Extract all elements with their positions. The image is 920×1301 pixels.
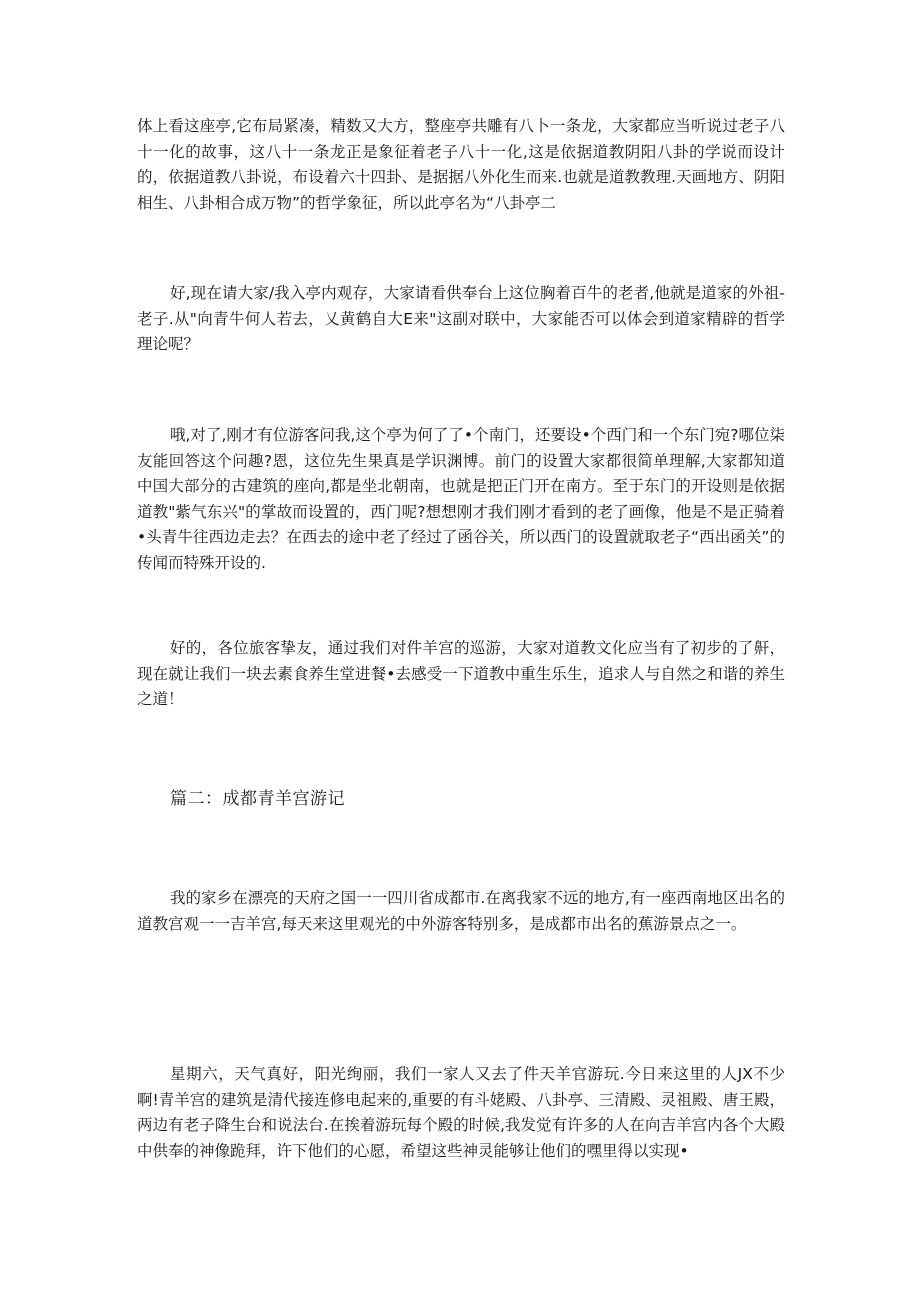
paragraph-bagua-pavilion: 体上看这座亭,它布局紧凑，精数又大方，整座亭共雕有八卜一条龙，大家都应当听说过老子八十一化的故事，这八十一条龙正是象征着老子八十一化,这是依据道教阴阳八卦的学说而设计的，依据道教八卦说，布设着六十四卦、是据据八外化生而来.也就是道教教理.天画地方、阴阳相生、八卦相合成万物”的哲学象征，所以此亭名为“八卦亭二 — [137, 117, 785, 212]
paragraph-hometown: 我的家乡在漂亮的天府之国一一四川省成都市.在离我家不远的地方,有一座西南地区出名的道教宫观一一吉羊宫,每天来这里观光的中外游客特别多，是成都市出名的蕉游景点之一。 — [137, 889, 785, 933]
paragraph-saturday-visit: 星期六，天气真好，阳光绚丽，我们一家人又去了件天羊官游玩.今日来这里的人JX不少啊!青羊宫的建筑是清代接连修电起来的,重要的有斗姥殿、八卦亭、三清殿、灵祖殿、唐王殿，两边有老子降生台和说法台.在挨着游玩每个殿的时候,我发觉有许多的人在向吉羊宫内各个大殿中供奉的神像跪拜，许下他们的心愿，希望这些神灵能够让他们的嘿里得以实现• — [137, 1065, 785, 1160]
section-heading: 篇二：成都青羊宫游记 — [170, 789, 345, 809]
paragraph-laozi-statue: 好,现在请大家/我入亭内观存，大家请看供奉台上这位胸着百牛的老者,他就是道家的外祖-老子.从"向青牛何人若去，乂黄鹤自大E来"这副对联中，大家能否可以体会到道家精辟的哲学理论呢？ — [137, 284, 785, 353]
paragraph-pavilion-gates: 哦,对了,刚才有位游客问我,这个亭为何了了•个南门，还要设•个西门和一个东门宛?哪位柒友能回答这个问趣?恩，这位先生果真是学识渊博。前门的设置大家都很简单理解,大家都知道中国大部分的古建筑的座向,都是坐北朝南，也就是把正门开在南方。至于东门的开设则是依据道教"紫气东兴"的掌故而设置的，西门呢?想想刚才我们刚才看到的老了画像，他是不是正骑着•头青牛往西边走去？在西去的途中老了经过了函谷关，所以西门的设置就取老子“西出函关”的传闻而特殊开设的. — [137, 426, 785, 572]
paragraph-tour-closing: 好的，各位旅客挚友，通过我们对件羊宫的巡游，大家对道教文化应当有了初步的了鼾，现在就让我们一块去素食养生堂进餐•去感受一下道教中重生乐生，追求人与自然之和谐的养生之道！ — [137, 639, 785, 708]
